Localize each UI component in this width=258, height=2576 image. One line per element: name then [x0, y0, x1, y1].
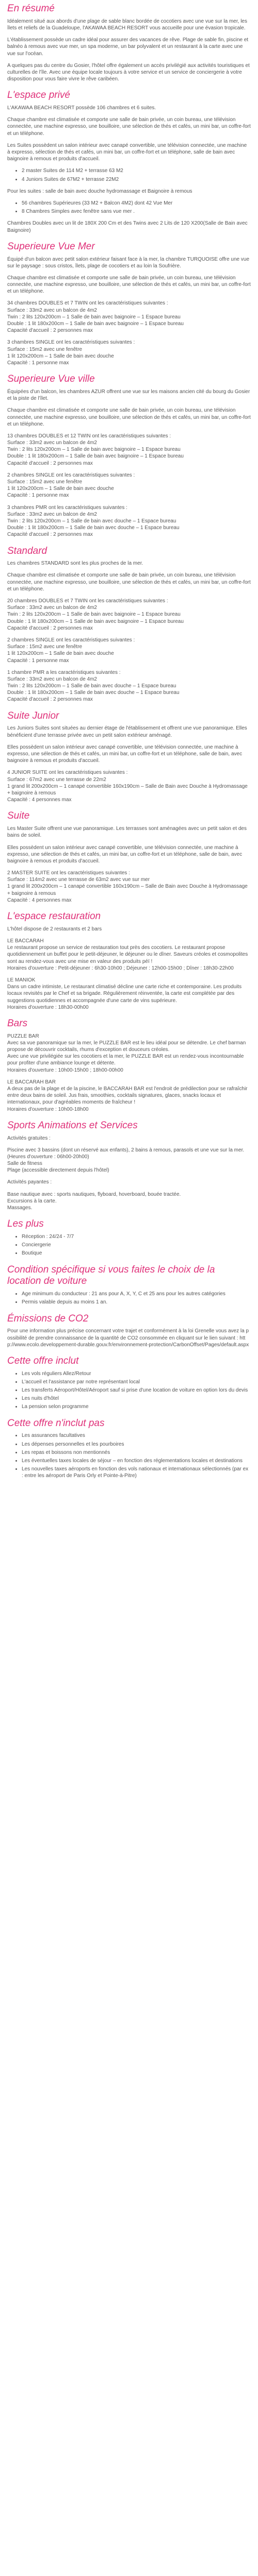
paragraph: Base nautique avec : sports nautiques, flyboard, hoverboard, bouée tractée. Excursions à la carte. Massages. [7, 1191, 181, 1211]
paragraph: Idéalement situé aux abords d'une plage de sable blanc bordée de cocotiers avec une vue sur la mer, les îlets et reliefs de la Guadeloupe, l'AKAWAA BEACH RESORT vous accueille pour une évasion tropicale. [7, 18, 247, 31]
condition-list [7, 1291, 251, 1306]
paragraph: Activités payantes : [7, 1179, 52, 1185]
restaurant-baccarah [7, 938, 251, 972]
subsection-title: PUZZLE BAR [7, 1033, 39, 1039]
subsection-text: A deux pas de la plage et de la piscine, le BACCARAH BAR est l'endroit de prédilection pour se rafraîchir entre deux bains de soleil. Jus frais, smoothies, cocktails signatures, glaces, snacks locaux et internationaux, pour d'agréables moments de fraîcheur ! Horaires d'ouverture : 10h00-18h00 [7, 1086, 248, 1112]
list-item: • Les éventuelles taxes locales de séjour – en fonction des réglementations locales et destinations [22, 1458, 251, 1464]
list-item: • 56 chambres Supérieures (33 M2 + Balcon 4M2) dont 42 Vue Mer [22, 200, 251, 207]
bar-baccarah [7, 1079, 251, 1113]
section-title-offre-inclut: Cette offre inclut [7, 1355, 79, 1366]
subsection-text: Dans un cadre intimiste, Le restaurant climatisé décline une carte riche et contemporaine. Les produits locaux revisités par le Chef et sa brigade. Régulièrement réinventée, la carte est complétée par des suggestions quotidiennes et accompagnée d'une carte de vins supérieure. Horaires d'ouverture : 18h30-00h00 [7, 984, 242, 1010]
room-specs: 4 JUNIOR SUITE ont les caractéristiques suivantes : Surface : 67m2 avec une terrasse de 22m2 1 grand lit 200x200cm – 1 canapé convertible 160x190cm – Salle de Bain avec Douche à Hydromassage + baignoire à remous Capacité : 4 personnes max [7, 770, 248, 803]
paragraph: Équipées d'un balcon, les chambres AZUR offrent une vue sur les maisons ancien cité du bourg du Gosier et la piste de l'îlet. [7, 388, 250, 402]
section-title-restauration: L'espace restauration [7, 911, 101, 922]
list-item: • Les nouvelles taxes aéroports en fonction des vols nationaux et internationaux sélectionnés (par ex : entre les aéroport de Paris Orly et Pointe-à-Pitre) [22, 1466, 251, 1479]
plus-list [7, 1233, 251, 1257]
list-item: • Les dépenses personnelles et les pourboires [22, 1441, 251, 1448]
list-item: • 4 Juniors Suites de 67M2 + terrasse 22M2 [22, 176, 251, 183]
room-specs: 2 chambres SINGLE ont les caractéristiques suivantes : Surface : 15m2 avec une fenêtre 1 lit 120x200cm – 1 Salle de bain avec douche Capacité : 1 personne max [7, 472, 135, 499]
list-item: • 2 master Suites de 114 M2 + terrasse 63 M2 [22, 167, 251, 174]
list-item: • Les nuits d'hôtel [22, 1395, 251, 1402]
subsection-title: LE MANIOK [7, 977, 36, 983]
paragraph: Pour les suites : salle de bain avec douche hydromassage et Baignoire à remous [7, 188, 192, 194]
paragraph: Les Master Suite offrent une vue panoramique. Les terrasses sont aménagées avec un petit salon et des bains de soleil. [7, 826, 247, 839]
paragraph: Équipé d'un balcon avec petit salon extérieur faisant face à la mer, la chambre TURQUOISE offre une vue sur le paysage : sous cristos, îlets, plage de cocotiers et au loin la Soufrière. [7, 256, 250, 269]
section-title-sports: Sports Animations et Services [7, 1120, 138, 1131]
section-title-les-plus: Les plus [7, 1218, 44, 1230]
paragraph: Activités gratuites : [7, 1135, 51, 1141]
paragraph: Les chambres STANDARD sont les plus proches de la mer. [7, 561, 143, 567]
list-item: • Conciergerie [22, 1242, 251, 1248]
paragraph: Piscine avec 3 bassins (dont un réservé aux enfants), 2 bains à remous, parasols et une vue sur la mer. (Heures d'ouverture : 06h00-20h00) Salle de fitness Plage (accessible directement depuis l'hôtel) [7, 1147, 245, 1174]
list-item: • Les transferts Aéroport/Hôtel/Aéroport sauf si prise d'une location de voiture en option lors du devis [22, 1387, 251, 1394]
section-title-standard: Standard [7, 545, 47, 556]
list-item: • Les assurances facultatives [22, 1432, 251, 1439]
list-item: • La pension selon programme [22, 1403, 251, 1410]
exclut-list [7, 1432, 251, 1479]
list-item: • L'accueil et l'assistance par notre représentant local [22, 1379, 251, 1385]
paragraph: L'établissement possède un cadre idéal pour assurer des vacances de rêve. Plage de sable fin, piscine et balnéo à remous avec vue mer, un spa moderne, un bar polyvalent et un restaurant à la carte avec une vue sur l'océan. [7, 37, 249, 57]
section-title-suite: Suite [7, 810, 30, 822]
room-specs: 3 chambres SINGLE ont les caractéristiques suivantes : Surface : 15m2 avec une fenêtre 1 lit 120x200cm – 1 Salle de bain avec douche Capacité : 1 personne max [7, 340, 135, 366]
section-title-bars: Bars [7, 1018, 28, 1029]
paragraph: Chaque chambre est climatisée et comporte une salle de bain privée, un coin bureau, une télévision connectée, une machine expresso, une bouilloire, une sélection de thés et cafés, un mini bar, un coffre-fort et un téléphone. [7, 117, 251, 137]
rooms-list [7, 200, 251, 215]
suites-list [7, 167, 251, 182]
list-item: • Réception : 24/24 - 7/7 [22, 1233, 251, 1240]
paragraph: Les Suites possèdent un salon intérieur avec canapé convertible, une télévision connectée, une machine à expresso, sélection de thés et cafés, un mini bar, un coffre-fort et un téléphone, salle de bain avec baignoire à remous et produits d'accueil. [7, 142, 247, 162]
inclut-list [7, 1370, 251, 1411]
paragraph: Les Juniors Suites sont situées au dernier étage de l'établissement et offrent une vue panoramique. Elles bénéficient d'une terrasse privée avec un petit salon extérieur aménagé. [7, 725, 247, 738]
room-specs: 2 chambres SINGLE ont les caractéristiques suivantes : Surface : 15m2 avec une fenêtre 1 lit 120x200cm – 1 Salle de bain avec douche Capacité : 1 personne max [7, 637, 135, 664]
paragraph: L'hôtel dispose de 2 restaurants et 2 bars [7, 926, 102, 932]
list-item: • Les repas et boissons non mentionnés [22, 1449, 251, 1456]
subsection-title: LE BACCARAH BAR [7, 1079, 56, 1085]
section-title-espace-prive: L'espace privé [7, 90, 70, 101]
subsection-text: Avec sa vue panoramique sur la mer, le PUZZLE BAR est le lieu idéal pour se détendre. Le chef barman propose de découvrir cocktails, rhums d'exception et douceurs créoles. Avec une vue privilégiée sur les cocotiers et la mer, le PUZZLE BAR est un rendez-vous incontournable pour profiter d'une ambiance lounge et détente. Horaires d'ouverture : 10h00-15h00 ; 18h00-00h00 [7, 1040, 246, 1073]
paragraph: Chaque chambre est climatisée et comporte une salle de bain privée, un coin bureau, une télévision connectée, une machine expresso, une bouilloire, une sélection de thés et cafés, un mini bar, un coffre-fort et un téléphone. [7, 275, 251, 295]
section-title-superieure-vue-ville: Superieure Vue ville [7, 374, 95, 385]
room-specs: 20 chambres DOUBLES et 7 TWIN ont les caractéristiques suivantes : Surface : 33m2 avec un balcon de 4m2 Twin : 2 lits 120x200cm – 1 Salle de bain avec baignoire – 1 Espace bureau Double : 1 lit 180x200cm – 1 Salle de bain avec baignoire – 1 Espace bureau Capacité d'accueil : 2 personnes max [7, 598, 184, 631]
section-title-condition-location: Condition spécifique si vous faites le choix de la location de voiture [7, 1264, 215, 1287]
section-title-superieure-vue-mer: Superieure Vue Mer [7, 241, 95, 252]
paragraph: Elles possèdent un salon intérieur avec canapé convertible, une télévision connectée, une machine à expresso, une sélection de thés et cafés, un mini bar, un coffre-fort et un téléphone, salle de bain, avec baignoire à remous et produits d'accueil. [7, 844, 243, 864]
room-specs: 13 chambres DOUBLES et 12 TWIN ont les caractéristiques suivantes : Surface : 33m2 avec un balcon de 4m2 Twin : 2 lits 120x200cm – 1 Salle de bain avec baignoire – 1 Espace bureau Double : 1 lit 180x200cm – 1 Salle de bain avec baignoire – 1 Espace bureau Capacité d'accueil : 2 personnes max [7, 433, 184, 466]
paragraph: L'AKAWAA BEACH RESORT possède 106 chambres et 6 suites. [7, 105, 156, 111]
list-item: • 8 Chambres Simples avec fenêtre sans vue mer . [22, 208, 251, 215]
section-title-offre-exclut: Cette offre n'inclut pas [7, 1417, 105, 1429]
section-title-suite-junior: Suite Junior [7, 710, 59, 721]
paragraph: Pour une information plus précise concernant votre trajet et conformément à la loi Grenelle vous avez la possibilité de prendre connaissance de la quantité de CO2 consommée en cliquant sur le lien suivant : http://www.ecolo.developpement-durable.gouv.fr/environnement-protection/CarbonOffset/Pages/default.aspx [7, 1328, 249, 1348]
subsection-title: LE BACCARAH [7, 938, 44, 944]
list-item: • Les vols réguliers Allez/Retour [22, 1370, 251, 1377]
room-specs: 1 chambre PMR a les caractéristiques suivantes : Surface : 33m2 avec un balcon de 4m2 Twin : 2 lits 120x200cm – 1 Salle de bain avec douche – 1 Espace bureau Double : 1 lit 180x200cm – 1 Salle de bain avec douche – 1 Espace bureau Capacité d'accueil : 2 personnes max [7, 669, 180, 703]
restaurant-maniok [7, 977, 251, 1011]
list-item: • Permis valable depuis au moins 1 an. [22, 1299, 251, 1306]
list-item: • Age minimum du conducteur : 21 ans pour A, X, Y, C et 25 ans pour les autres catégories [22, 1291, 251, 1297]
room-specs: 34 chambres DOUBLES et 7 TWIN ont les caractéristiques suivantes : Surface : 33m2 avec un balcon de 4m2 Twin : 2 lits 120x200cm – 1 Salle de bain avec baignoire – 1 Espace bureau Double : 1 lit 180x200cm – 1 Salle de bain avec baignoire – 1 Espace bureau Capacité d'accueil : 2 personnes max [7, 300, 184, 334]
section-title-co2: Émissions de CO2 [7, 1313, 89, 1324]
room-specs: 2 MASTER SUITE ont les caractéristiques suivantes : Surface : 114m2 avec une terrasse de 63m2 avec vue sur mer 1 grand lit 200x200cm – 1 canapé convertible 160x190cm – Salle de Bain avec Douche à Hydromassage + baignoire à remous Capacité : 4 personnes max [7, 870, 248, 903]
paragraph: Elles possèdent un salon intérieur avec canapé convertible, une télévision connectée, une machine à expresso, une sélection de thés et cafés, un mini bar, un coffre-fort et un téléphone, salle de bain, avec baignoire à remous et produits d'accueil. [7, 744, 243, 764]
subsection-text: Le restaurant propose un service de restauration tout près des cocotiers. Le restaurant propose quotidiennement un buffet pour le petit-déjeuner, le déjeuner ou le dîner. Saveurs créoles et cosmopolites sont au rendez-vous avec une mise en valeur des produits péï ! Horaires d'ouverture : Petit-déjeuner : 6h30-10h00 ; Déjeuner : 12h00-15h00 ; Dîner : 18h30-22h00 [7, 945, 248, 971]
paragraph: Chaque chambre est climatisée et comporte une salle de bain privée, un coin bureau, une télévision connectée, une machine expresso, une bouilloire, une sélection de thés et cafés, un mini bar, un coffre-fort et un téléphone. [7, 572, 251, 592]
paragraph: A quelques pas du centre du Gosier, l'hôtel offre également un accès privilégié aux activités touristiques et culturelles de l'île. Avec une équipe locale toujours à votre service et un service de conciergerie à votre disposition pour vous faire vivre le rêve caribéen. [7, 62, 250, 82]
bar-puzzle [7, 1033, 251, 1074]
paragraph: Chaque chambre est climatisée et comporte une salle de bain privée, un coin bureau, une télévision connectée, une machine expresso, une bouilloire, une sélection de thés et cafés, un mini bar, un coffre-fort et un téléphone. [7, 408, 251, 427]
paragraph: Chambres Doubles avec un lit de 180X 200 Cm et des Twins avec 2 Lits de 120 X200(Salle de Bain avec Baignoire) [7, 221, 248, 233]
room-specs: 3 chambres PMR ont les caractéristiques suivantes : Surface : 33m2 avec un balcon de 4m2 Twin : 2 lits 120x200cm – 1 Salle de bain avec douche – 1 Espace bureau Double : 1 lit 180x200cm – 1 Salle de bain avec douche – 1 Espace bureau Capacité d'accueil : 2 personnes max [7, 504, 180, 538]
list-item: • Boutique [22, 1250, 251, 1257]
section-title-resume: En résumé [7, 3, 55, 14]
